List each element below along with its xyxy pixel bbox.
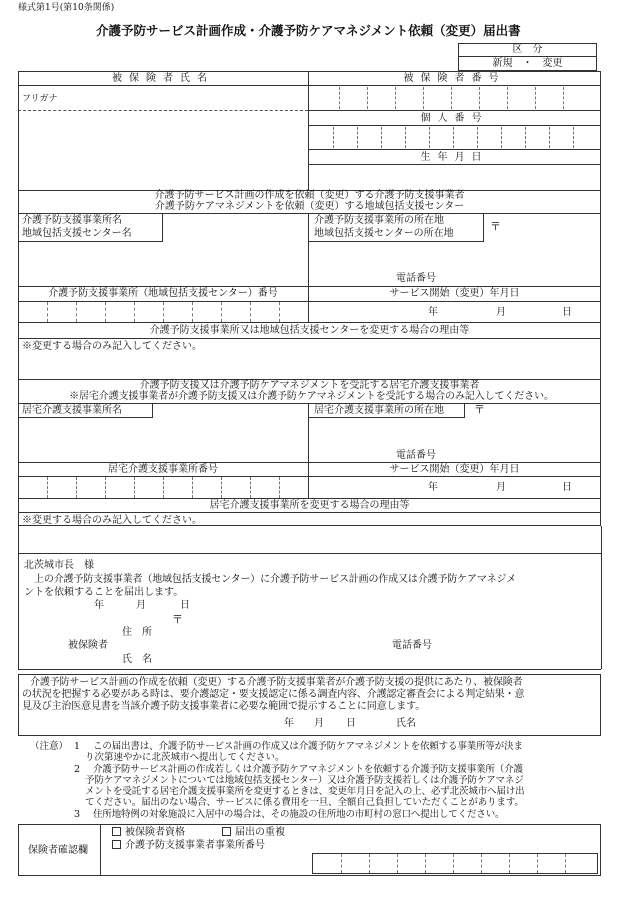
note-1-line-2: り次第速やかに北茨城市へ提出してください。: [85, 752, 285, 763]
kubun-options[interactable]: 新規 ・ 変更: [492, 58, 563, 69]
section2-address-label: 居宅介護支援事業所の所在地: [314, 405, 444, 416]
insured-name-label: 被保険者氏名: [112, 73, 214, 84]
consent-date-year: 年: [284, 718, 294, 729]
section1-office-name-label-2: 地域包括支援センター名: [22, 228, 132, 239]
declaration-addressee: 北茨城市長 様: [24, 560, 94, 571]
section2-heading-2: ※居宅介護支援事業者が介護予防支援又は介護予防ケアマネジメントを受託する場合のみ記入してください。: [69, 391, 554, 402]
checkbox-icon: [112, 827, 121, 836]
insured-number-label: 被保険者番号: [403, 73, 506, 84]
section2-heading-1: 介護予防支援又は介護予防ケアマネジメントを受託する居宅介護支援事業者: [139, 380, 480, 391]
declaration-date-month: 月: [136, 600, 146, 611]
declaration-body-2: ントを依頼することを届出します。: [24, 587, 184, 598]
insured-number-cells[interactable]: [309, 86, 600, 110]
consent-name-field[interactable]: [424, 716, 594, 730]
note-3-line-1: 住所地特例の対象施設に入居中の場合は、その施設の住所地の市町村の窓口へ提出してください。: [93, 809, 505, 820]
consent-date-day: 日: [346, 718, 356, 729]
section1-service-start-label: サービス開始（変更）年月日: [389, 288, 520, 299]
section2-office-number-label: 居宅介護支援事業所番号: [108, 464, 218, 475]
declaration-postal-mark: 〒: [172, 613, 183, 626]
section2-date-year: 年: [428, 482, 438, 493]
confirm-office-number-cells[interactable]: [312, 853, 598, 874]
section2-reason-heading: 居宅介護支援事業所を変更する場合の理由等: [209, 500, 410, 511]
section1-phone-label: 電話番号: [396, 273, 436, 284]
consent-line-3: 見及び主治医意見書を当該介護予防支援事業者に必要な範囲で提示することに同意します。: [22, 701, 426, 712]
furigana-label: フリガナ: [22, 94, 58, 104]
section2-phone-label: 電話番号: [396, 450, 436, 461]
kubun-label: 区 分: [512, 44, 543, 55]
section1-date-day: 日: [562, 307, 572, 318]
declaration-address-label: 住 所: [122, 627, 152, 638]
consent-date-month: 月: [314, 718, 324, 729]
section2-office-name-label: 居宅介護支援事業所名: [22, 405, 122, 416]
consent-name-label: 氏名: [396, 718, 416, 729]
declaration-phone-label: 電話番号: [392, 640, 432, 651]
note-2-line-4: てください。届出のない場合、サービスに係る費用を一旦、全額自己負担していただくことがあります。: [85, 797, 524, 808]
checkbox-icon: [222, 827, 231, 836]
section1-office-number-label: 介護予防支援事業所（地域包括支援センター）番号: [48, 288, 278, 299]
section2-reason-field[interactable]: [20, 528, 599, 550]
section1-address-label-1: 介護予防支援事業所の所在地: [314, 215, 444, 226]
section2-reason-note: ※変更する場合のみ記入してください。: [22, 515, 202, 526]
section2-date-month: 月: [496, 482, 506, 493]
my-number-label: 個人番号: [420, 113, 489, 124]
declaration-address-field[interactable]: [172, 626, 592, 640]
declaration-insured-label: 被保険者: [68, 640, 108, 651]
section1-date-month: 月: [496, 307, 506, 318]
declaration-name-label: 氏 名: [122, 654, 152, 665]
note-3-number: 3: [74, 809, 81, 820]
consent-line-2: の状況を把握する必要がある時は、要介護認定・要支援認定に係る調査内容、介護認定審査会による判定結果・意: [22, 689, 525, 700]
section1-address-label-2: 地域包括支援センターの所在地: [314, 228, 454, 239]
insurer-confirm-label: 保険者確認欄: [28, 845, 88, 856]
section1-postal-mark: 〒: [490, 220, 501, 233]
declaration-body-1: 上の介護予防支援事業者（地域包括支援センター）に介護予防サービス計画の作成又は介護予防ケアマネジメ: [34, 574, 516, 585]
form-id: 様式第1号(第10条関係): [18, 3, 115, 13]
section1-reason-note: ※変更する場合のみ記入してください。: [22, 341, 202, 352]
declaration-date-day: 日: [180, 600, 190, 611]
confirm-option-duplicate[interactable]: 届出の重複: [222, 827, 285, 839]
section1-heading-1: 介護予防サービス計画の作成を依頼（変更）する介護予防支援事業者: [154, 190, 465, 201]
birth-date-field[interactable]: [309, 165, 600, 188]
section1-reason-field[interactable]: [20, 354, 599, 378]
birth-date-label: 生年月日: [420, 152, 489, 163]
note-1-line-1: この届出書は、介護予防サービス計画の作成又は介護予防ケアマネジメントを依頼する事業所等が決ま: [93, 741, 523, 752]
declaration-name-field[interactable]: [172, 652, 372, 666]
section1-office-name-label-1: 介護予防支援事業所名: [22, 215, 122, 226]
note-2-number: 2: [74, 764, 81, 775]
note-2-line-3: メントを受託する居宅介護支援事業所を変更するときは、変更年月日を記入の上、必ず北茨城市へ届け出: [85, 786, 525, 797]
note-1-number: 1: [74, 741, 81, 752]
note-2-line-1: 介護予防サービス計画の作成若しくは介護予防ケアマネジメントを依頼する介護予防支援事業所（介護: [93, 764, 523, 775]
insured-name-field[interactable]: [20, 112, 306, 188]
checkbox-icon: [112, 840, 121, 849]
page-title: 介護予防サービス計画作成・介護予防ケアマネジメント依頼（変更）届出書: [96, 23, 521, 38]
section2-address-field[interactable]: [310, 420, 599, 448]
section2-postal-mark: 〒: [474, 403, 485, 416]
section1-office-name-field[interactable]: [20, 244, 306, 284]
section2-date-day: 日: [562, 482, 572, 493]
section2-service-start-label: サービス開始（変更）年月日: [389, 464, 520, 475]
section1-reason-heading: 介護予防支援事業所又は地域包括支援センターを変更する場合の理由等: [149, 325, 470, 336]
confirm-option-office-number[interactable]: 介護予防支援事業者事業所番号: [112, 840, 265, 852]
my-number-cells[interactable]: [309, 126, 600, 149]
notes-label: （注意）: [30, 741, 69, 752]
confirm-option-insured-status[interactable]: 被保険者資格: [112, 827, 185, 839]
section1-address-field[interactable]: [310, 244, 599, 272]
section1-date-year: 年: [428, 307, 438, 318]
note-2-line-2: 予防ケアマネジメントについては地域包括支援センター）又は介護予防支援若しくは介護予防ケアマネジ: [85, 775, 524, 786]
section1-heading-2: 介護予防ケアマネジメントを依頼（変更）する地域包括支援センター: [154, 201, 465, 212]
consent-line-1: 介護予防サービス計画の作成を依頼（変更）する介護予防支援事業者が介護予防支援の提供にあたり、被保険者: [30, 677, 523, 688]
declaration-date-year: 年: [94, 600, 104, 611]
